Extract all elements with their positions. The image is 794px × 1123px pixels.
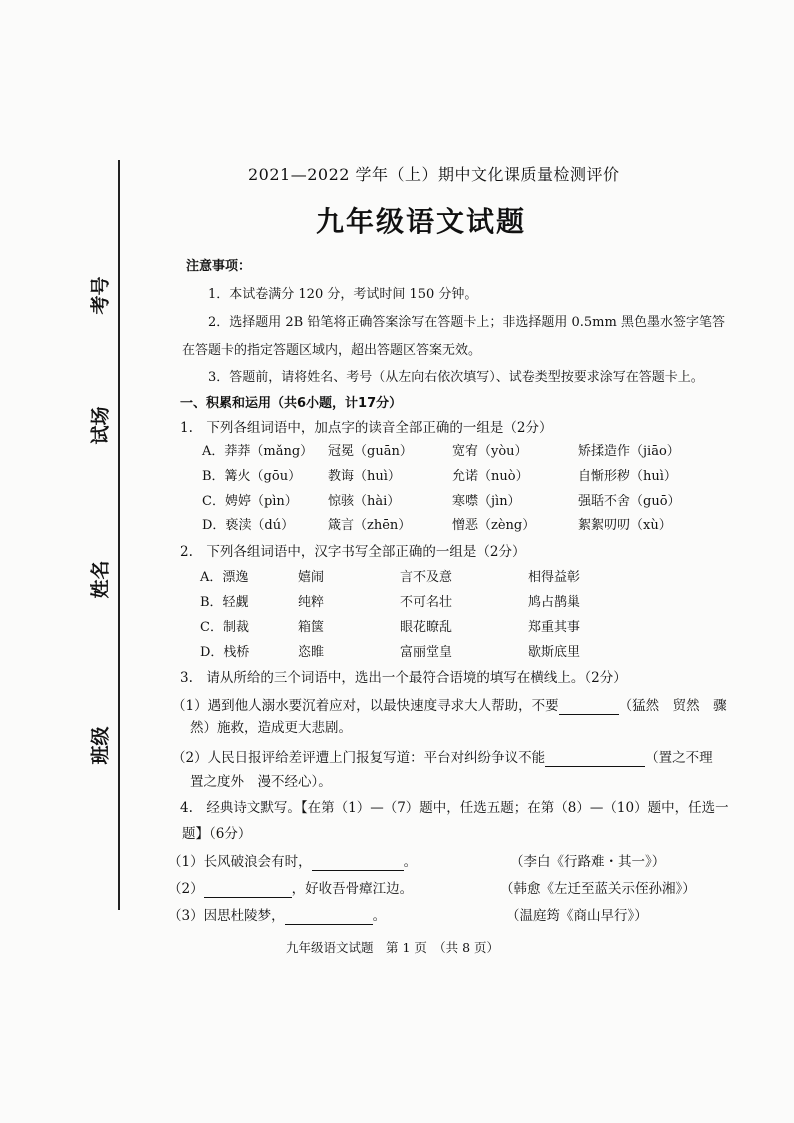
q4-line-3-text: （3）因思杜陵梦，: [168, 908, 285, 924]
q3-s2-cont: 置之度外 漫不经心）。: [190, 774, 332, 790]
q2-stem: 2. 下列各组词语中，汉字书写全部正确的一组是（2分）: [180, 544, 526, 560]
notes-heading: 注意事项：: [186, 259, 252, 274]
q1-d-2: 箴言（zhēn）: [328, 518, 412, 533]
q1-a-3: 宽宥（yòu）: [452, 444, 528, 459]
q1-c-2: 惊骇（hài）: [328, 494, 401, 509]
q3-s1-cont: 然）施救，造成更大悲剧。: [190, 720, 352, 736]
q3-s1-options: （猛然 贸然 骤: [618, 698, 727, 714]
note-2-cont: 在答题卡的指定答题区域内，超出答题区答案无效。: [182, 343, 482, 358]
exam-room-label: 试场: [89, 406, 112, 445]
q4-line-1-end: 。: [403, 854, 418, 870]
q2-b-2: 纯粹: [298, 595, 325, 610]
q1-b-3: 允诺（nuò）: [452, 469, 529, 484]
q1-c-3: 寒噤（jìn）: [452, 494, 521, 509]
q3-sentence-2: [172, 746, 713, 767]
section-heading: 一、积累和运用（共6小题，计17分）: [180, 396, 403, 411]
q4-source-1: （李白《行路难・其一》）: [510, 854, 666, 870]
q2-b-1: B．轻觑: [200, 595, 249, 610]
q2-b-3: 不可名壮: [400, 595, 453, 610]
q2-a-4: 相得益彰: [528, 570, 581, 585]
q1-b-2: 教诲（huì）: [328, 469, 401, 484]
q3-sentence-1: [172, 694, 727, 715]
q2-c-2: 箱箧: [298, 620, 325, 635]
q4-line-2: [168, 877, 413, 898]
q1-c-1: C．娉婷（pìn）: [202, 494, 298, 509]
q4-line-1: [168, 850, 417, 871]
q2-c-1: C．制裁: [200, 620, 249, 635]
q4-blank-1[interactable]: [312, 854, 404, 871]
q4-line-2-end: ，好收吾骨瘴江边。: [291, 881, 414, 897]
q3-s1-text: （1）遇到他人溺水要沉着应对，以最快速度寻求大人帮助，不要: [172, 698, 559, 714]
q2-d-3: 富丽堂皇: [400, 645, 453, 660]
q2-b-4: 鸠占鹊巢: [528, 595, 581, 610]
binding-line: [118, 160, 120, 910]
q4-stem-1: 4. 经典诗文默写。【在第（1）—（7）题中，任选五题；在第（8）—（10）题中，任选一: [180, 800, 729, 816]
q1-c-4: 强聒不舍（guō）: [578, 494, 681, 509]
q4-line-3-end: 。: [372, 908, 387, 924]
q2-a-3: 言不及意: [400, 570, 453, 585]
exam-title: 九年级语文试题: [316, 205, 527, 238]
q4-blank-2[interactable]: [204, 881, 292, 898]
page-footer: 九年级语文试题 第 1 页 （共 8 页）: [286, 940, 500, 955]
q2-d-4: 歇斯底里: [528, 645, 581, 660]
q4-line-2-text: （2）: [168, 881, 204, 897]
q1-a-4: 矫揉造作（jiāo）: [578, 444, 680, 459]
q1-a-1: A．莽莽（mǎng）: [202, 444, 314, 459]
q2-a-2: 嬉闹: [298, 570, 325, 585]
q4-stem-2: 题】（6分）: [182, 826, 252, 842]
q2-d-2: 恣睢: [298, 645, 325, 660]
q1-b-4: 自惭形秽（huì）: [578, 469, 677, 484]
q2-c-3: 眼花瞭乱: [400, 620, 453, 635]
name-label: 姓名: [89, 560, 112, 599]
exam-subtitle: 2021—2022 学年（上）期中文化课质量检测评价: [248, 165, 620, 184]
q1-d-4: 絮絮叨叨（xù）: [578, 518, 672, 533]
note-2: 2．选择题用 2B 铅笔将正确答案涂写在答题卡上；非选择题用 0.5mm 黑色墨水签字笔答: [208, 315, 725, 330]
q4-blank-3[interactable]: [285, 908, 373, 925]
q4-line-1-text: （1）长风破浪会有时，: [168, 854, 312, 870]
class-label: 班级: [89, 726, 112, 765]
q3-s2-text: （2）人民日报评给差评遭上门报复写道：平台对纠纷争议不能: [172, 750, 546, 766]
q1-stem: 1. 下列各组词语中，加点字的读音全部正确的一组是（2分）: [180, 420, 553, 436]
q3-stem: 3. 请从所给的三个词语中，选出一个最符合语境的填写在横线上。（2分）: [180, 670, 627, 686]
q2-c-4: 郑重其事: [528, 620, 581, 635]
q1-d-3: 憎恶（zèng）: [452, 518, 536, 533]
q1-b-1: B．篝火（gōu）: [202, 469, 302, 484]
note-3: 3．答题前，请将姓名、考号（从左向右依次填写）、试卷类型按要求涂写在答题卡上。: [208, 370, 704, 385]
q4-line-3: [168, 904, 386, 925]
q3-blank-2[interactable]: [545, 750, 645, 767]
q1-d-1: D．亵渎（dú）: [202, 518, 295, 533]
exam-number-label: 考号: [89, 276, 112, 315]
q4-source-2: （韩愈《左迁至蓝关示侄孙湘》）: [500, 881, 696, 897]
note-1: 1．本试卷满分 120 分，考试时间 150 分钟。: [208, 287, 478, 302]
q1-a-2: 冠冕（guān）: [328, 444, 413, 459]
q2-d-1: D．栈桥: [200, 645, 250, 660]
q2-a-1: A．漂逸: [200, 570, 249, 585]
q3-s2-options: （置之不理: [645, 750, 713, 766]
q3-blank-1[interactable]: [559, 698, 619, 715]
q4-source-3: （温庭筠《商山早行》）: [506, 908, 648, 924]
